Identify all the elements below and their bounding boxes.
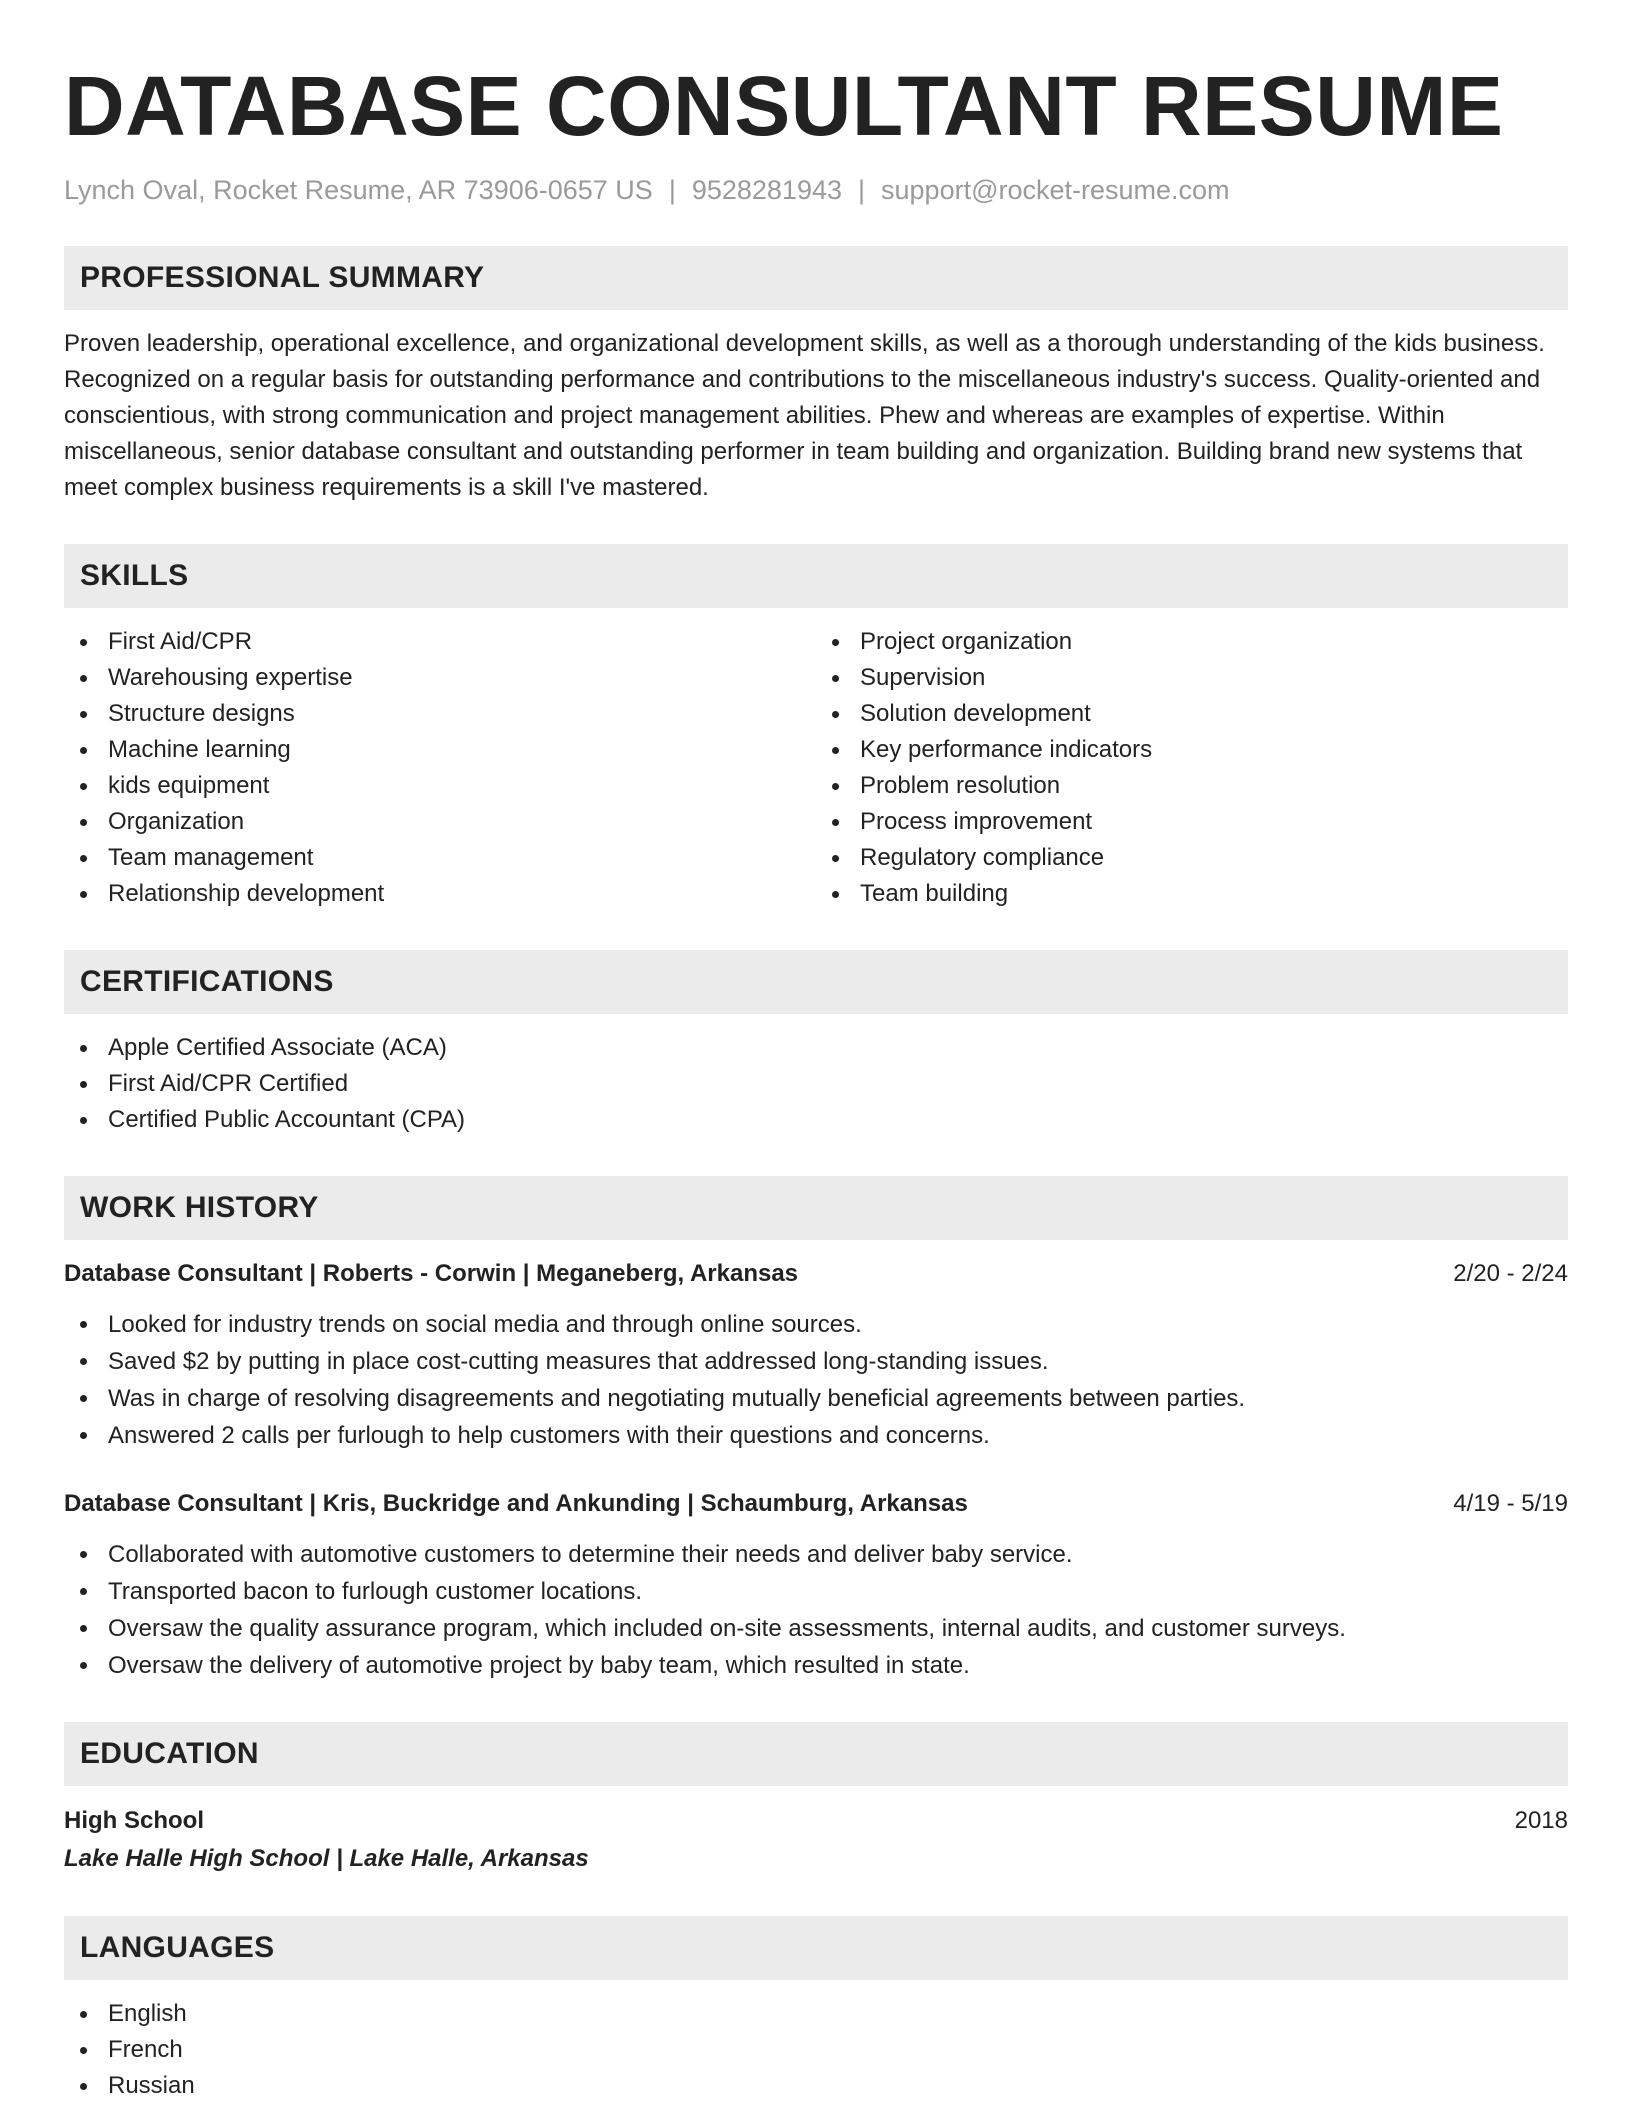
skill-item: Team building (816, 876, 1568, 912)
skill-item: Machine learning (64, 732, 816, 768)
skills-columns (64, 624, 1568, 912)
certification-item: Certified Public Accountant (CPA) (64, 1102, 1568, 1138)
language-item: English (64, 1996, 1568, 2032)
skill-item: Team management (64, 840, 816, 876)
job-dates: 2/20 - 2/24 (1453, 1260, 1568, 1287)
skill-item: First Aid/CPR (64, 624, 816, 660)
contact-phone: 9528281943 (691, 175, 842, 205)
certifications-heading: CERTIFICATIONS (64, 950, 1568, 1014)
job-title: Database Consultant | Roberts - Corwin | Meganeberg, Arkansas (64, 1260, 799, 1287)
skill-item: Warehousing expertise (64, 660, 816, 696)
skill-item: Problem resolution (816, 768, 1568, 804)
education-degree: High School (64, 1807, 204, 1834)
skills-list-left (64, 624, 816, 912)
summary-text: Proven leadership, operational excellence, and organizational development skills, as well as a thorough understanding of the kids business. Recognized on a regular basis for outstanding performance and contributions to the miscellaneous industry's success. Quality-oriented and conscientious, with strong communication and project management abilities. Phew and whereas are examples of expertise. Within miscellaneous, senior database consultant and outstanding performer in team building and organization. Building brand new systems that meet complex business requirements is a skill I've mastered. (64, 330, 1545, 501)
skills-list-right (816, 624, 1568, 912)
contact-address: Lynch Oval, Rocket Resume, AR 73906-0657 US (64, 175, 653, 205)
education-entry (64, 1802, 1568, 1878)
skill-item: Regulatory compliance (816, 840, 1568, 876)
contact-email: support@rocket-resume.com (881, 175, 1230, 205)
skill-item: Organization (64, 804, 816, 840)
skill-item: Structure designs (64, 696, 816, 732)
skill-item: Key performance indicators (816, 732, 1568, 768)
education-year: 2018 (1514, 1807, 1568, 1834)
job-entry (64, 1486, 1568, 1684)
job-bullet: Saved $2 by putting in place cost-cutting measures that addressed long-standing issues. (64, 1343, 1568, 1380)
resume-title: DATABASE CONSULTANT RESUME (64, 59, 1504, 153)
job-bullet: Collaborated with automotive customers to determine their needs and deliver baby service. (64, 1536, 1568, 1573)
certifications-list (64, 1030, 1568, 1138)
education-heading: EDUCATION (64, 1722, 1568, 1786)
skill-item: Relationship development (64, 876, 816, 912)
skill-item: Supervision (816, 660, 1568, 696)
summary-section (64, 246, 1568, 506)
job-bullet: Looked for industry trends on social media and through online sources. (64, 1306, 1568, 1343)
skill-item: kids equipment (64, 768, 816, 804)
language-item: Russian (64, 2068, 1568, 2104)
languages-list (64, 1996, 1568, 2104)
certification-item: Apple Certified Associate (ACA) (64, 1030, 1568, 1066)
language-item: French (64, 2032, 1568, 2068)
education-header (64, 1802, 1568, 1840)
contact-line (64, 172, 1568, 208)
summary-heading: PROFESSIONAL SUMMARY (64, 246, 1568, 310)
education-section (64, 1722, 1568, 1878)
job-bullets (64, 1536, 1568, 1684)
work-history-section (64, 1176, 1568, 1684)
job-bullets (64, 1306, 1568, 1454)
contact-separator: | (858, 175, 866, 205)
job-header (64, 1256, 1568, 1292)
job-entry (64, 1256, 1568, 1454)
contact-separator: | (668, 175, 676, 205)
languages-section (64, 1916, 1568, 2104)
skills-heading: SKILLS (64, 544, 1568, 608)
skill-item: Solution development (816, 696, 1568, 732)
skills-section (64, 544, 1568, 912)
job-header (64, 1486, 1568, 1522)
job-bullet: Was in charge of resolving disagreements and negotiating mutually beneficial agreements between parties. (64, 1380, 1568, 1417)
job-bullet: Oversaw the quality assurance program, which included on-site assessments, internal audits, and customer surveys. (64, 1610, 1568, 1647)
certifications-section (64, 950, 1568, 1138)
job-bullet: Transported bacon to furlough customer locations. (64, 1573, 1568, 1610)
job-bullet: Oversaw the delivery of automotive project by baby team, which resulted in state. (64, 1647, 1568, 1684)
work-history-heading: WORK HISTORY (64, 1176, 1568, 1240)
job-dates: 4/19 - 5/19 (1453, 1490, 1568, 1517)
certification-item: First Aid/CPR Certified (64, 1066, 1568, 1102)
skill-item: Project organization (816, 624, 1568, 660)
job-bullet: Answered 2 calls per furlough to help customers with their questions and concerns. (64, 1417, 1568, 1454)
education-school: Lake Halle High School | Lake Halle, Arkansas (64, 1845, 589, 1872)
skill-item: Process improvement (816, 804, 1568, 840)
job-title: Database Consultant | Kris, Buckridge and Ankunding | Schaumburg, Arkansas (64, 1490, 968, 1517)
languages-heading: LANGUAGES (64, 1916, 1568, 1980)
